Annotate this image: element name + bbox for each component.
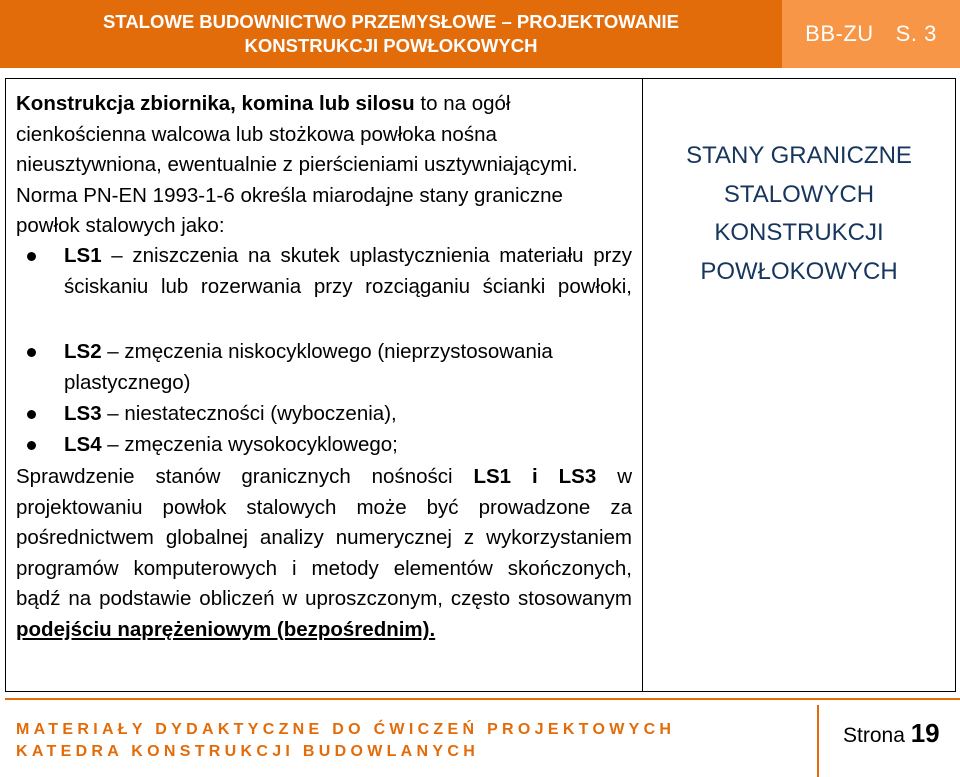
- header-code: [782, 0, 960, 68]
- closing-ls1: LS1: [473, 465, 512, 488]
- footer-separator: [817, 705, 819, 777]
- header-title-line2: KONSTRUKCJI POWŁOKOWYCH: [244, 35, 538, 56]
- bullet-text: – niestateczności (wyboczenia),: [101, 402, 397, 425]
- list-item: [24, 430, 632, 461]
- list-item-line: [64, 399, 632, 430]
- bullet-icon: [27, 441, 36, 450]
- bullet-icon: [27, 252, 36, 261]
- bullet-text: – zmęczenia niskocyklowego (nieprzystosowania plastycznego): [64, 340, 553, 394]
- list-item: [24, 337, 632, 398]
- footer-text: [16, 719, 675, 763]
- page-number-value: 19: [910, 718, 940, 748]
- page-label: Strona: [843, 724, 905, 747]
- footer-divider: [5, 698, 960, 700]
- footer-line1: MATERIAŁY DYDAKTYCZNE DO ĆWICZEŃ PROJEKTOWYCH: [16, 721, 676, 738]
- closing-ls3: LS3: [558, 465, 597, 488]
- header-title: [0, 0, 782, 68]
- closing-text: Sprawdzenie stanów granicznych nośności: [16, 465, 474, 488]
- header-code-text: BB-ZU: [805, 21, 874, 46]
- list-item: [24, 399, 632, 430]
- side-title: STANY GRANICZNE STALOWYCH KONSTRUKCJI POWŁOKOWYCH: [686, 142, 912, 285]
- bullet-icon: [27, 410, 36, 419]
- side-column: [643, 79, 955, 691]
- bullet-label: LS2: [64, 340, 102, 363]
- page-number: [843, 718, 940, 749]
- list-item-line: [64, 337, 632, 398]
- bullet-label: LS1: [64, 244, 102, 267]
- list-item-line: [64, 430, 632, 461]
- bullet-label: LS4: [64, 433, 102, 456]
- list-item-line: [64, 241, 632, 302]
- closing-text-mid: w projektowaniu powłok stalowych może być prowadzone za pośrednictwem globalnej analizy numerycznej z wykorzystaniem programów komputerowych i metody elementów skończonych, bądź na podstawie obliczeń w uproszczonym, często stosowanym: [16, 465, 632, 610]
- closing-emphasis: podejściu naprężeniowym (bezpośrednim).: [16, 617, 436, 641]
- bullet-label: LS3: [64, 402, 102, 425]
- footer-line2: KATEDRA KONSTRUKCJI BUDOWLANYCH: [16, 743, 480, 760]
- list-item: [24, 241, 632, 302]
- bullet-text: – zmęczenia wysokocyklowego;: [101, 433, 398, 456]
- closing-paragraph: [16, 462, 632, 645]
- content-frame: [5, 78, 956, 692]
- bullet-icon: [27, 348, 36, 357]
- intro-text: to na ogół cienkościenna walcowa lub stożkowa powłoka nośna nieusztywniona, ewentualnie z pierścieniami usztywniającymi. Norma PN-EN 1993-1-6 określa miarodajne stany graniczne powłok stalowych jako:: [16, 92, 578, 237]
- intro-bold: Konstrukcja zbiornika, komina lub silosu: [16, 92, 415, 115]
- bullet-text: – zniszczenia na skutek uplastycznienia materiału przy ściskaniu lub rozerwania przy rozciąganiu ścianki powłoki,: [64, 244, 632, 298]
- header-sem-text: S. 3: [895, 21, 937, 46]
- intro-paragraph: [16, 89, 632, 242]
- page-header: [0, 0, 960, 68]
- header-title-line1: STALOWE BUDOWNICTWO PRZEMYSŁOWE – PROJEKTOWANIE: [103, 11, 679, 32]
- closing-and: i: [511, 465, 559, 488]
- main-text-column: [6, 79, 643, 691]
